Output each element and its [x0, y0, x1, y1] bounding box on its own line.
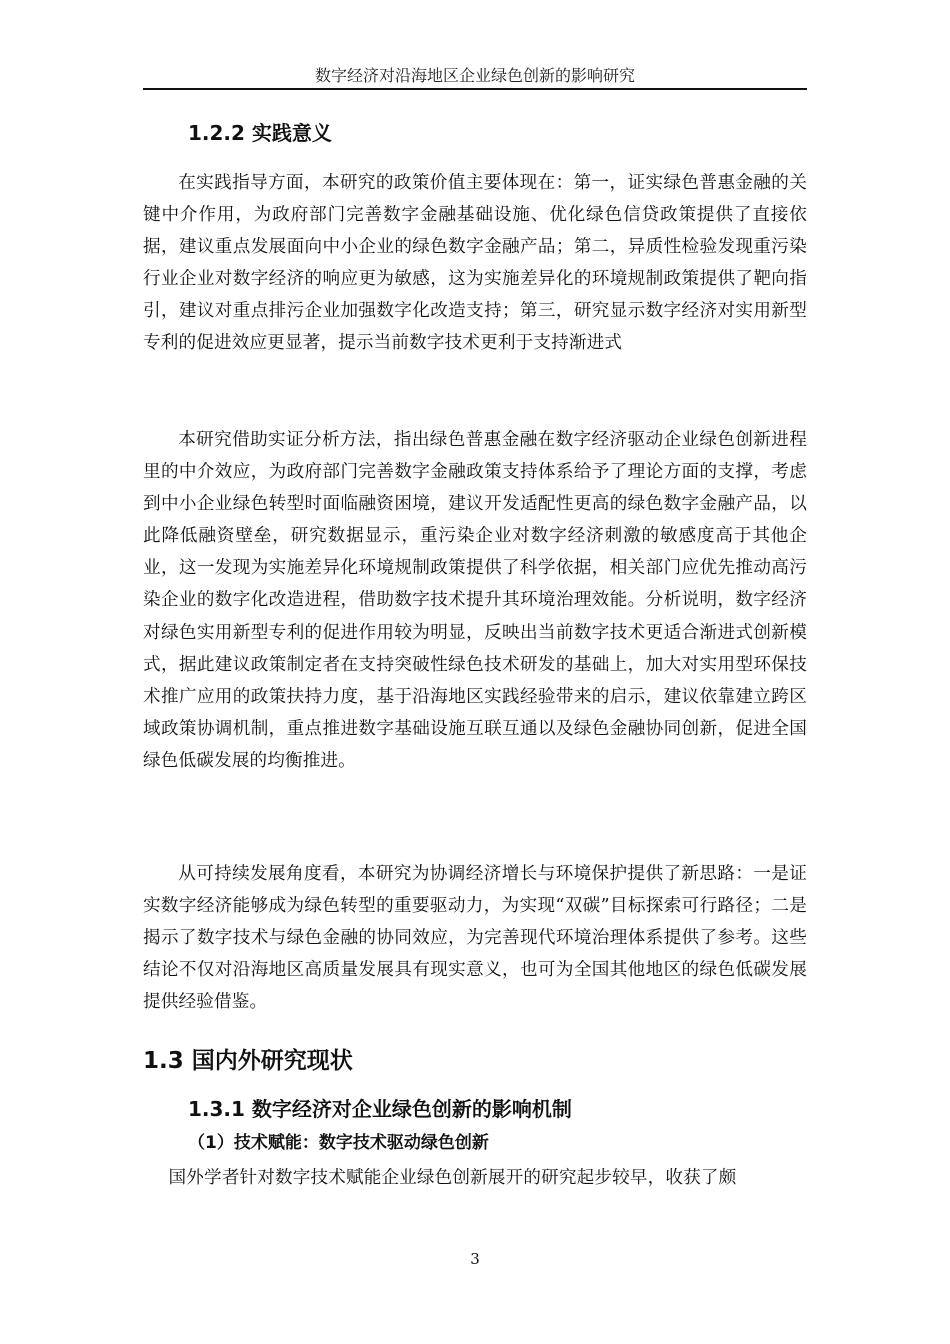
subheading-technology-empowerment: （1）技术赋能：数字技术驱动绿色创新 — [188, 1133, 489, 1153]
header-rule — [143, 88, 807, 90]
paragraph-empirical-analysis: 本研究借助实证分析方法，指出绿色普惠金融在数字经济驱动企业绿色创新进程里的中介效应，为政府部门完善数字金融政策支持体系给予了理论方面的支撑，考虑到中小企业绿色转型时面临融资困境，建议开发适配性更高的绿色数字金融产品，以此降低融资壁垒，研究数据显示，重污染企业对数字经济刺激的敏感度高于其他企业，这一发现为实施差异化环境规制政策提供了科学依据，相关部门应优先推动高污染企业的数字化改造进程，借助数字技术提升其环境治理效能。分析说明，数字经济对绿色实用新型专利的促进作用较为明显，反映出当前数字技术更适合渐进式创新模式，据此建议政策制定者在支持突破性绿色技术研发的基础上，加大对实用型环保技术推广应用的政策扶持力度，基于沿海地区实践经验带来的启示，建议依靠建立跨区域政策协调机制，重点推进数字基础设施互联互通以及绿色金融协同创新，促进全国绿色低碳发展的均衡推进。 — [143, 430, 807, 771]
section-heading-1-3-1: 1.3.1 数字经济对企业绿色创新的影响机制 — [188, 1097, 572, 1121]
section-heading-1-3: 1.3 国内外研究现状 — [143, 1048, 353, 1074]
paragraph-sustainable-development: 从可持续发展角度看，本研究为协调经济增长与环境保护提供了新思路：一是证实数字经济能够成为绿色转型的重要驱动力，为实现“双碳”目标探索可行路径；二是揭示了数字技术与绿色金融的协同效应，为完善现代环境治理体系提供了参考。这些结论不仅对沿海地区高质量发展具有现实意义，也可为全国其他地区的绿色低碳发展提供经验借鉴。 — [143, 864, 807, 1013]
section-heading-1-2-2: 1.2.2 实践意义 — [188, 121, 332, 145]
paragraph-foreign-research: 国外学者针对数字技术赋能企业绿色创新展开的研究起步较早，收获了颇 — [168, 1168, 737, 1188]
running-header-title: 数字经济对沿海地区企业绿色创新的影响研究 — [314, 66, 635, 85]
paragraph-practical-guidance: 在实践指导方面，本研究的政策价值主要体现在：第一，证实绿色普惠金融的关键中介作用，为政府部门完善数字金融基础设施、优化绿色信贷政策提供了直接依据，建议重点发展面向中小企业的绿色数字金融产品；第二，异质性检验发现重污染行业企业对数字经济的响应更为敏感，这为实施差异化的环境规制政策提供了靶向指引，建议对重点排污企业加强数字化改造支持；第三，研究显示数字经济对实用新型专利的促进效应更显著，提示当前数字技术更利于支持渐进式 — [143, 173, 807, 354]
page-number: 3 — [470, 1250, 480, 1268]
